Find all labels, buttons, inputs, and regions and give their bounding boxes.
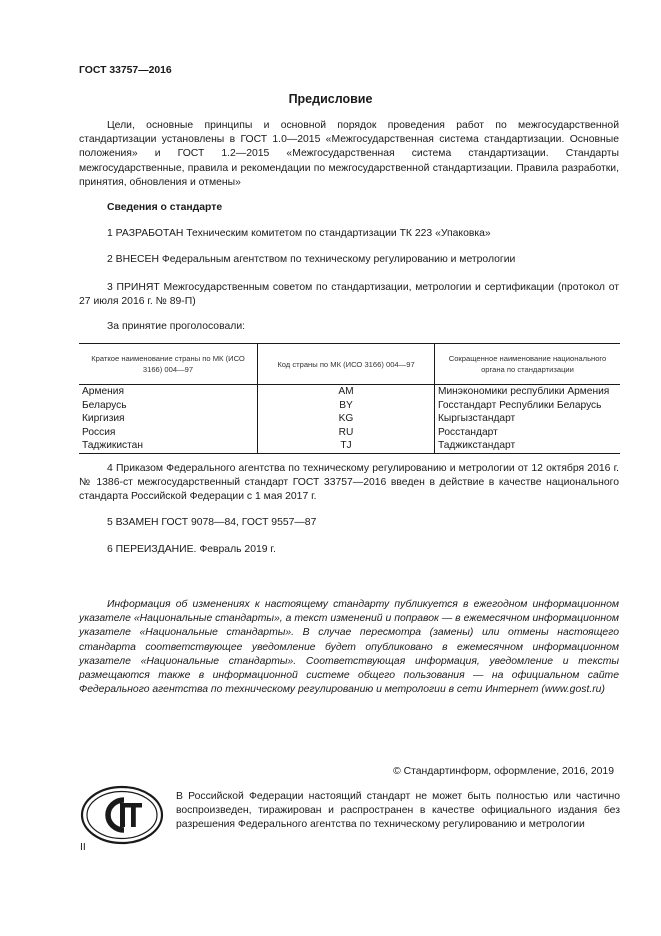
cell-body: Минэкономики республики Армения (435, 385, 621, 399)
rst-certification-mark-icon (80, 785, 164, 845)
header-body: Сокращенное наименование национального органа по стандартизации (435, 344, 621, 385)
table-row (79, 412, 620, 426)
cell-country: Армения (82, 386, 124, 397)
standard-code-header: ГОСТ 33757—2016 (79, 65, 172, 76)
reproduction-notice: В Российской Федерации настоящий стандарт не может быть полностью или частично воспроизведен, тиражирован и распространен в качестве официального издания без разрешения Федерального агентства по техническому регулированию и метрологии (176, 791, 620, 831)
page-number: II (80, 842, 86, 853)
cell-code: AM (258, 385, 435, 399)
cell-body: Кыргызстандарт (435, 412, 621, 426)
table-row (79, 426, 620, 440)
table-row (79, 439, 620, 453)
item-introduced: 2 ВНЕСЕН Федеральным агентством по техническому регулированию и метрологии (107, 254, 516, 265)
cell-code: TJ (258, 439, 435, 453)
changes-information: Информация об изменениях к настоящему стандарту публикуется в ежегодном информационном указателе «Национальные стандарты», а текст изменений и поправок — в ежемесячном информационном указателе «Национальные стандарты». В случае пересмотра (замены) или отмены настоящего стандарта соответствующее уведомление будет опубликовано в ежемесячном информационном указателе «Национальные стандарты». Соответствующая информация, уведомление и тексты размещаются также в информационной системе общего пользования — на официальном сайте Федерального агентства по техническому регулированию и метрологии в сети Интернет (www.gost.ru) (79, 599, 619, 696)
cell-code: RU (258, 426, 435, 440)
table-row (79, 385, 620, 399)
cell-code: KG (258, 412, 435, 426)
cell-country: Таджикистан (79, 439, 258, 453)
voted-label: За принятие проголосовали: (107, 321, 246, 332)
cell-country: Киргизия (82, 413, 125, 425)
item-reissue: 6 ПЕРЕИЗДАНИЕ. Февраль 2019 г. (107, 544, 276, 555)
cell-country: Беларусь (82, 399, 127, 411)
copyright-line: © Стандартинформ, оформление, 2016, 2019 (393, 766, 614, 777)
info-heading: Сведения о стандарте (107, 202, 223, 213)
cell-code: BY (258, 399, 435, 413)
page-title: Предисловие (288, 92, 373, 106)
header-code: Код страны по МК (ИСО 3166) 004—97 (258, 344, 435, 385)
item-replaced: 5 ВЗАМЕН ГОСТ 9078—84, ГОСТ 9557—87 (107, 517, 317, 528)
item-enacted: 4 Приказом Федерального агентства по техническому регулированию и метрологии от 12 октября 2016 г. № 1386-ст межгосударственный стандарт ГОСТ 33757—2016 введен в действие в качестве национального стандарта Российской Федерации с 1 мая 2017 г. (79, 463, 619, 503)
cell-country: Россия (82, 426, 116, 438)
cell-body: Росстандарт (435, 426, 621, 440)
cell-body: Таджикстандарт (435, 439, 621, 453)
intro-paragraph: Цели, основные принципы и основной порядок проведения работ по межгосударственной стандартизации установлены в ГОСТ 1.0—2015 «Межгосударственная система стандартизации. Основные положения» и ГОСТ 1.2—2015 «Межгосударственная система стандартизации. Стандарты межгосударственные, правила и рекомендации по межгосударственной стандартизации. Правила разработки, принятия, обновления и отмены» (79, 120, 619, 188)
header-country: Краткое наименование страны по МК (ИСО 3166) 004—97 (79, 344, 258, 385)
table-row (79, 399, 620, 413)
item-adopted: 3 ПРИНЯТ Межгосударственным советом по стандартизации, метрологии и сертификации (протокол от 27 июля 2016 г. № 89-П) (79, 282, 619, 308)
voting-countries-table (79, 343, 620, 454)
item-developed: 1 РАЗРАБОТАН Техническим комитетом по стандартизации ТК 223 «Упаковка» (107, 228, 491, 239)
cell-body: Госстандарт Республики Беларусь (435, 399, 621, 413)
table-header-row (79, 344, 620, 385)
